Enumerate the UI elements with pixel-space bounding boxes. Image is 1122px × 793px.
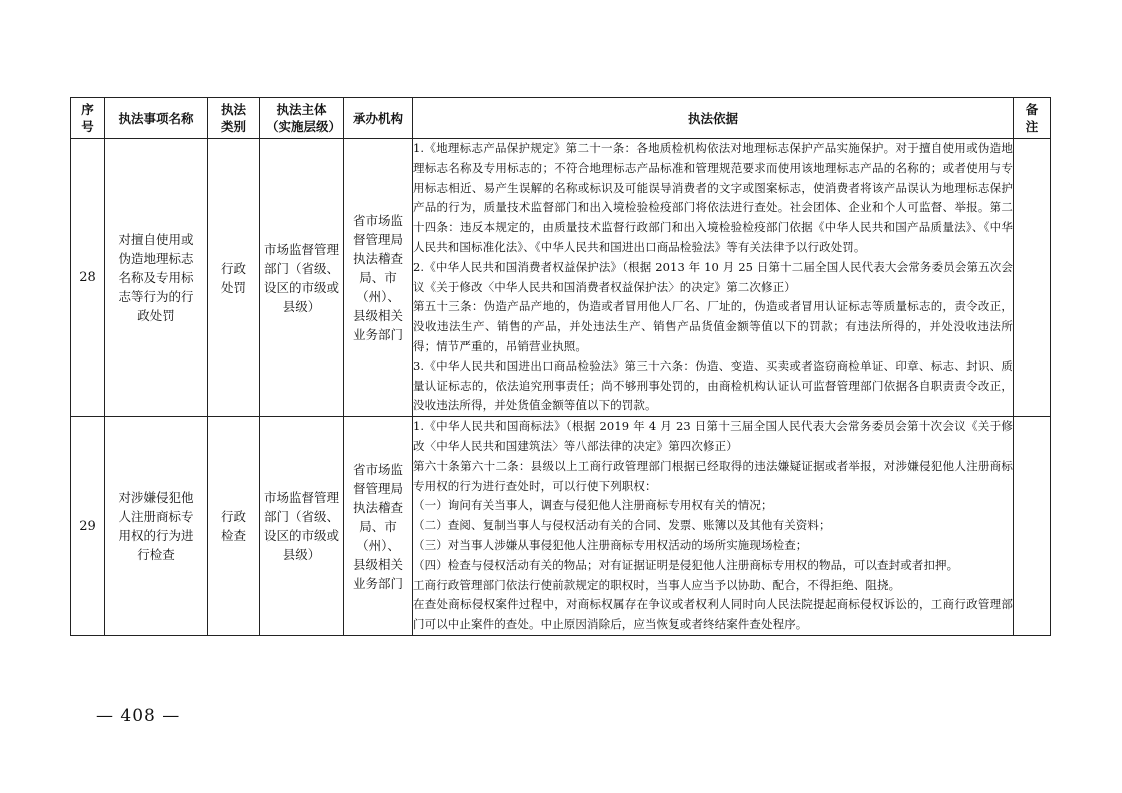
row-remark [1014, 417, 1051, 636]
basis-paragraph: 第五十三条：伪造产品产地的，伪造或者冒用他人厂名、厂址的，伪造或者冒用认证标志等质量标志的，责令改正，没收违法生产、销售的产品，并处违法生产、销售产品货值金额等值以下的罚款；有违法所得的，并处没收违法所得；情节严重的，吊销营业执照。 [413, 299, 1013, 353]
row-subject: 市场监督管理部门（省级、设区的市级或县级） [260, 139, 344, 417]
header-remark: 备注 [1014, 98, 1051, 139]
basis-paragraph: （一）询问有关当事人，调查与侵犯他人注册商标专用权有关的情况； [413, 498, 773, 513]
row-index: 29 [71, 417, 105, 636]
table-row [71, 139, 1051, 417]
row-index: 28 [71, 139, 105, 417]
row-category: 行政处罚 [208, 139, 260, 417]
row-basis [413, 417, 1014, 636]
basis-paragraph: 1.《地理标志产品保护规定》第二十一条：各地质检机构依法对地理标志保护产品实施保护。对于擅自使用或伪造地理标志名称及专用标志的；不符合地理标志产品标准和管理规范要求而使用该地理标志产品的名称的；或者使用与专用标志相近、易产生误解的名称或标识及可能误导消费者的文字或图案标志，使消费者将该产品误认为地理标志保护产品的行为，质量技术监督部门和出入境检验检疫部门将依法进行查处。社会团体、企业和个人可监督、举报。第二十四条：违反本规定的，由质量技术监督行政部门和出入境检验检疫部门依据《中华人民共和国产品质量法》、《中华人民共和国标准化法》、《中华人民共和国进出口商品检验法》等有关法律予以行政处罚。 [413, 141, 1013, 254]
basis-paragraph: 第六十条第六十二条：县级以上工商行政管理部门根据已经取得的违法嫌疑证据或者举报，对涉嫌侵犯他人注册商标专用权的行为进行查处时，可以行使下列职权： [413, 458, 1013, 493]
header-agency: 承办机构 [344, 98, 413, 139]
header-index: 序号 [71, 98, 105, 139]
header-subject: 执法主体（实施层级） [260, 98, 344, 139]
row-basis [413, 139, 1014, 417]
basis-paragraph: 3.《中华人民共和国进出口商品检验法》第三十六条：伪造、变造、买卖或者盗窃商检单证、印章、标志、封识、质量认证标志的，依法追究刑事责任；尚不够刑事处罚的，由商检机构认证认可监督管理部门依据各自职责责令改正，没收违法所得，并处货值金额等值以下的罚款。 [413, 358, 1013, 413]
row-item-name: 对擅自使用或伪造地理标志名称及专用标志等行为的行政处罚 [105, 139, 208, 417]
enforcement-table [70, 97, 1051, 636]
header-item-name: 执法事项名称 [105, 98, 208, 139]
basis-paragraph: 2.《中华人民共和国消费者权益保护法》（根据 2013 年 10 月 25 日第十二届全国人民代表大会常务委员会第五次会议《关于修改〈中华人民共和国消费者权益保护法〉的决定》第二次修正） [413, 259, 1013, 294]
header-basis: 执法依据 [413, 98, 1014, 139]
header-row [71, 98, 1051, 139]
row-item-name: 对涉嫌侵犯他人注册商标专用权的行为进行检查 [105, 417, 208, 636]
basis-paragraph: （二）查阅、复制当事人与侵权活动有关的合同、发票、账簿以及其他有关资料； [413, 518, 831, 533]
basis-paragraph: 工商行政管理部门依法行使前款规定的职权时，当事人应当予以协助、配合，不得拒绝、阻挠。 [413, 577, 901, 592]
table-row [71, 417, 1051, 636]
row-agency: 省市场监督管理局执法稽查局、市（州）、县级相关业务部门 [344, 139, 413, 417]
basis-paragraph: （四）检查与侵权活动有关的物品；对有证据证明是侵犯他人注册商标专用权的物品，可以查封或者扣押。 [413, 557, 959, 572]
basis-paragraph: （三）对当事人涉嫌从事侵犯他人注册商标专用权活动的场所实施现场检查； [413, 537, 808, 552]
row-category: 行政检查 [208, 417, 260, 636]
header-category: 执法类别 [208, 98, 260, 139]
page-number: — 408 — [96, 706, 181, 726]
row-subject: 市场监督管理部门（省级、设区的市级或县级） [260, 417, 344, 636]
row-remark [1014, 139, 1051, 417]
basis-paragraph: 在查处商标侵权案件过程中，对商标权属存在争议或者权利人同时向人民法院提起商标侵权诉讼的，工商行政管理部门可以中止案件的查处。中止原因消除后，应当恢复或者终结案件查处程序。 [413, 597, 1013, 632]
basis-paragraph: 1.《中华人民共和国商标法》（根据 2019 年 4 月 23 日第十三届全国人民代表大会常务委员会第十次会议《关于修改〈中华人民共和国建筑法〉等八部法律的决定》第四次修正） [413, 419, 1013, 453]
row-agency: 省市场监督管理局执法稽查局、市（州）、县级相关业务部门 [344, 417, 413, 636]
